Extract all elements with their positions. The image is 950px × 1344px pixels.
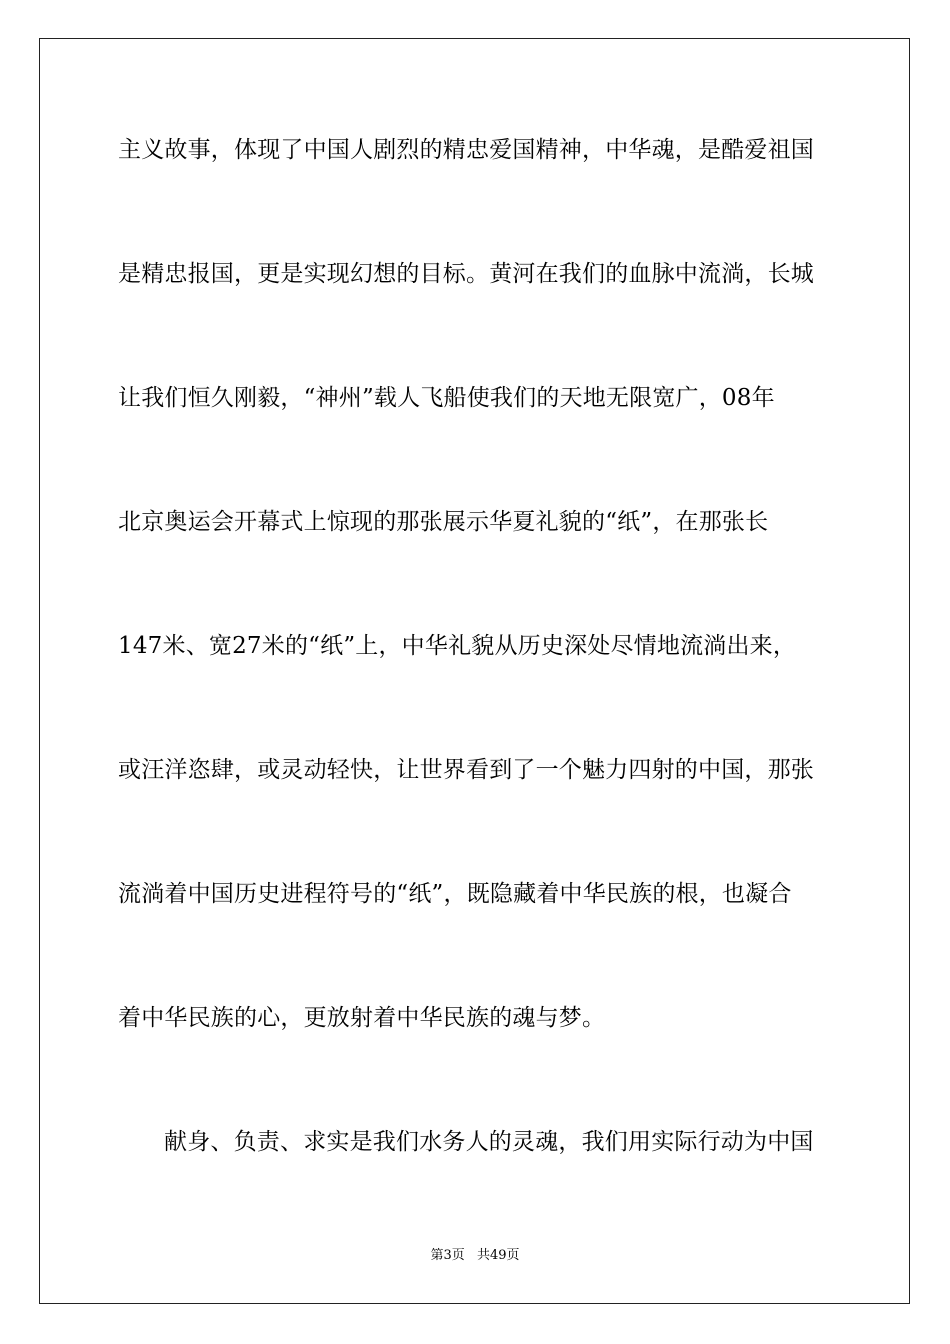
paragraph-line: 或汪洋恣肆，或灵动轻快，让世界看到了一个魅力四射的中国，那张 [118, 757, 814, 783]
page-border [39, 38, 910, 1304]
paragraph-first-line: 献身、负责、求实是我们水务人的灵魂，我们用实际行动为中国 [164, 1129, 814, 1155]
paragraph-line: 主义故事，体现了中国人剧烈的精忠爱国精神，中华魂，是酷爱祖国 [118, 137, 814, 163]
paragraph-line: 让我们恒久刚毅，“神州”载人飞船使我们的天地无限宽广，08年 [118, 385, 775, 411]
paragraph-line: 着中华民族的心，更放射着中华民族的魂与梦。 [118, 1005, 606, 1031]
paragraph-line: 北京奥运会开幕式上惊现的那张展示华夏礼貌的“纸”，在那张长 [118, 509, 769, 535]
paragraph-line: 是精忠报国，更是实现幻想的目标。黄河在我们的血脉中流淌，长城 [118, 261, 814, 287]
page-number: 第3页 [430, 1248, 465, 1263]
paragraph-line: 流淌着中国历史进程符号的“纸”，既隐藏着中华民族的根，也凝合 [118, 881, 792, 907]
page-footer [0, 1247, 950, 1265]
page-total: 共49页 [476, 1248, 520, 1263]
paragraph-line: 147米、宽27米的“纸”上，中华礼貌从历史深处尽情地流淌出来， [118, 633, 797, 659]
